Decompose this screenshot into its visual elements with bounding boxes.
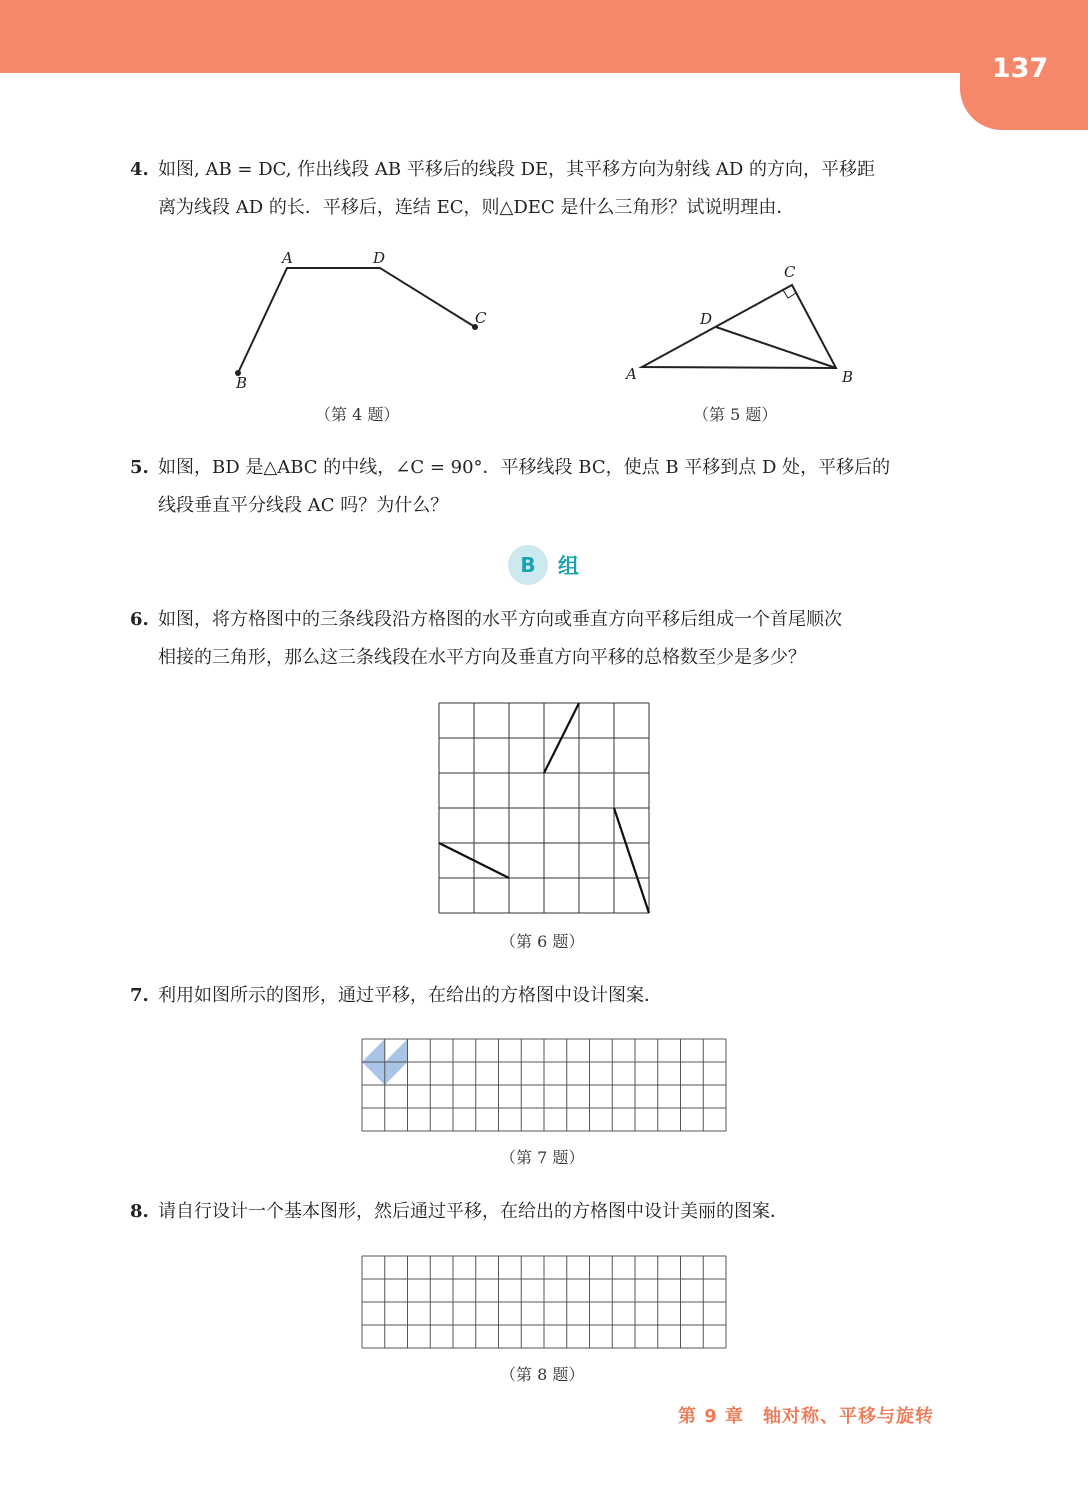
question-text: 如图，BD 是△ABC 的中线，∠C = 90°．平移线段 BC，使点 B 平移到点 D 处，平移后的 xyxy=(158,457,891,478)
right-angle-mark xyxy=(783,290,796,298)
figure-5 xyxy=(620,260,870,395)
caption-7: （第 7 题） xyxy=(500,1148,585,1167)
label-d: D xyxy=(700,310,713,328)
question-text: 如图, AB = DC, 作出线段 AB 平移后的线段 DE，其平移方向为射线 AD 的方向，平移距 xyxy=(158,159,876,180)
label-a: A xyxy=(282,249,293,267)
question-number: 6. xyxy=(130,609,149,630)
question-text: 请自行设计一个基本图形，然后通过平移，在给出的方格图中设计美丽的图案． xyxy=(158,1201,788,1222)
grid-figure-6 xyxy=(438,702,652,916)
label-b: B xyxy=(236,374,248,392)
question-text: 如图，将方格图中的三条线段沿方格图的水平方向或垂直方向平移后组成一个首尾顺次 xyxy=(158,609,842,630)
chapter-footer: 第 9 章 轴对称、平移与旋转 xyxy=(678,1406,935,1427)
segment xyxy=(614,808,649,913)
header-band xyxy=(0,0,1088,73)
question-6 xyxy=(130,601,842,677)
section-badge: B xyxy=(508,545,548,585)
question-number: 4. xyxy=(130,159,149,180)
caption-8: （第 8 题） xyxy=(500,1365,585,1384)
caption-5: （第 5 题） xyxy=(693,405,778,424)
label-c: C xyxy=(475,309,487,327)
question-7 xyxy=(130,977,662,1015)
question-number: 8. xyxy=(130,1201,149,1222)
triangle-abc xyxy=(642,285,836,368)
question-text: 线段垂直平分线段 AC 吗？为什么？ xyxy=(158,495,449,516)
question-8 xyxy=(130,1193,788,1231)
grid-figure-7 xyxy=(361,1038,729,1134)
question-number: 5. xyxy=(130,457,149,478)
label-b: B xyxy=(842,368,854,386)
question-5 xyxy=(130,449,890,525)
question-text: 离为线段 AD 的长．平移后，连结 EC，则△DEC 是什么三角形？试说明理由． xyxy=(158,197,795,218)
question-4 xyxy=(130,151,875,227)
label-a: A xyxy=(626,365,637,383)
label-d: D xyxy=(373,249,386,267)
caption-4: （第 4 题） xyxy=(315,405,400,424)
question-text: 利用如图所示的图形，通过平移，在给出的方格图中设计图案． xyxy=(158,985,662,1006)
question-number: 7. xyxy=(130,985,149,1006)
grid-figure-8 xyxy=(361,1255,729,1351)
caption-6: （第 6 题） xyxy=(500,932,585,951)
figure-4 xyxy=(230,245,510,395)
page-number: 137 xyxy=(991,53,1049,84)
question-text: 相接的三角形，那么这三条线段在水平方向及垂直方向平移的总格数至少是多少？ xyxy=(158,647,806,668)
label-c: C xyxy=(784,263,796,281)
section-label: 组 xyxy=(558,554,579,578)
polyline-bcad xyxy=(238,268,475,373)
